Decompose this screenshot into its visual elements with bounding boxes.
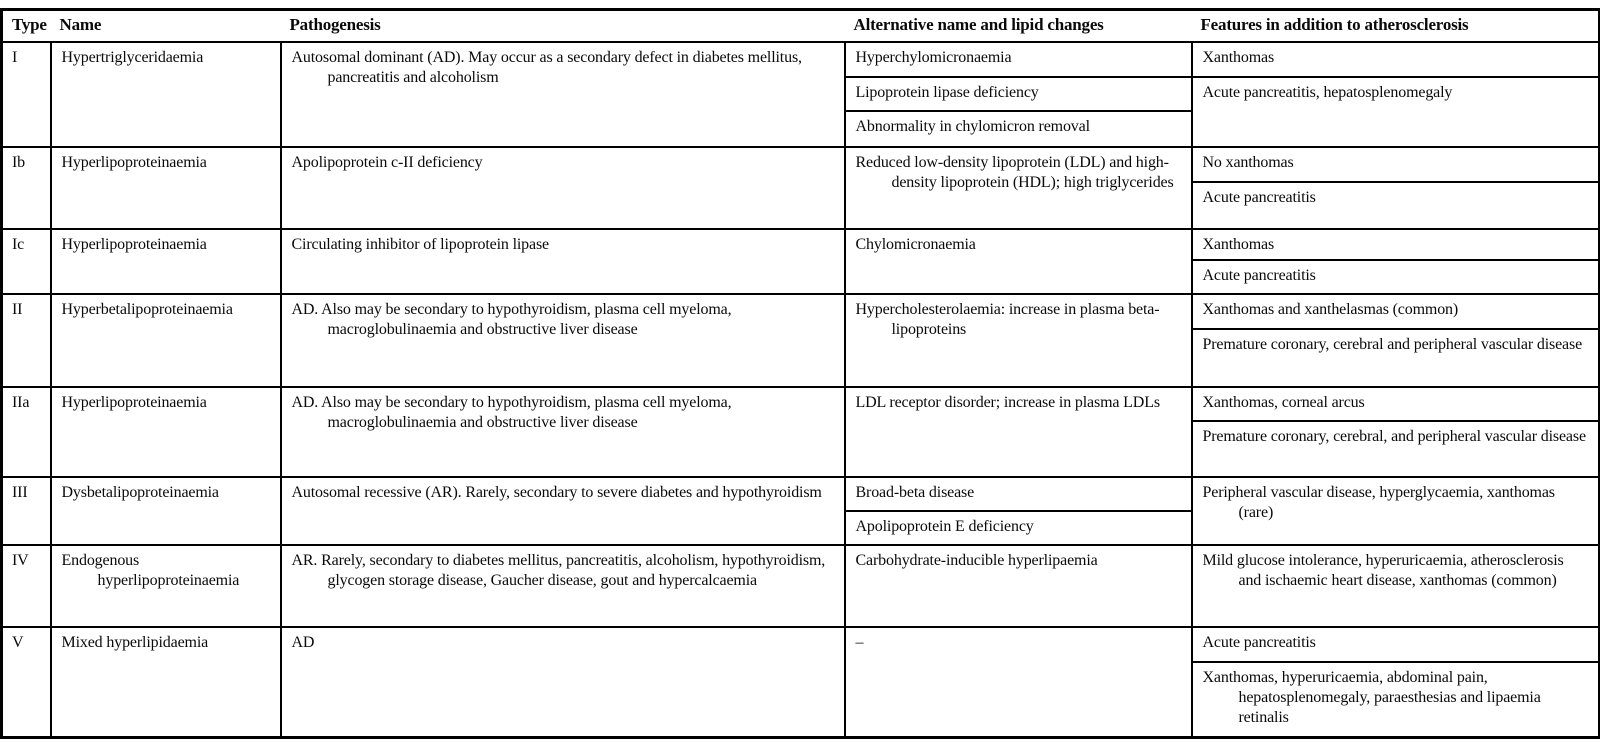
type-value: V [12, 634, 24, 651]
table-row [2, 42, 1600, 77]
alt-name-value: Carbohydrate-inducible hyperlipaemia [855, 552, 1098, 569]
feature-value: Premature coronary, cerebral and peripheral vascular disease [1202, 336, 1583, 353]
pathogenesis-cell [281, 42, 845, 147]
type-value: I [12, 49, 18, 66]
col-header-alternative: Alternative name and lipid changes [845, 10, 1192, 43]
table-row [2, 387, 1600, 421]
type-value: IV [12, 552, 29, 569]
name-value: Dysbetalipoproteinaemia [61, 484, 219, 501]
feature-cell [1192, 545, 1600, 627]
name-cell [51, 627, 281, 737]
alt-name-value: Hypercholesterolaemia: increase in plasma beta-lipoproteins [855, 301, 1160, 339]
pathogenesis-value: AR. Rarely, secondary to diabetes mellitus, pancreatitis, alcoholism, hypothyroidism, glycogen storage disease, Gaucher disease, gout and hypercalcaemia [291, 552, 826, 590]
feature-cell [1192, 229, 1600, 260]
feature-cell [1192, 662, 1600, 737]
table-row [2, 477, 1600, 511]
feature-cell [1192, 627, 1600, 662]
alt-name-cell [845, 545, 1192, 627]
feature-cell [1192, 42, 1600, 77]
name-value: Hyperlipoproteinaemia [61, 394, 207, 411]
table-row [2, 229, 1600, 260]
feature-value: Premature coronary, cerebral, and peripheral vascular disease [1202, 428, 1586, 445]
header-row [2, 10, 1600, 43]
pathogenesis-value: Autosomal dominant (AD). May occur as a secondary defect in diabetes mellitus, pancreatitis and alcoholism [291, 49, 802, 87]
feature-cell [1192, 182, 1600, 229]
pathogenesis-cell [281, 477, 845, 545]
col-header-name: Name [51, 10, 281, 43]
feature-value: Xanthomas, hyperuricaemia, abdominal pain, hepatosplenomegaly, paraesthesias and lipaemia retinalis [1202, 669, 1541, 727]
type-value: IIa [12, 394, 30, 411]
lipid-disorders-table [0, 8, 1600, 739]
alt-name-value: Reduced low-density lipoprotein (LDL) and high-density lipoprotein (HDL); high triglycerides [855, 154, 1174, 192]
pathogenesis-value: Circulating inhibitor of lipoprotein lipase [291, 236, 550, 253]
col-header-type: Type [2, 10, 51, 43]
type-cell [2, 627, 51, 737]
feature-cell [1192, 77, 1600, 147]
alt-name-value: Broad-beta disease [855, 484, 975, 501]
pathogenesis-cell [281, 387, 845, 477]
name-value: Endogenous hyperlipoproteinaemia [61, 552, 240, 590]
name-value: Hyperbetalipoproteinaemia [61, 301, 233, 318]
pathogenesis-cell [281, 627, 845, 737]
type-value: II [12, 301, 23, 318]
alt-name-cell [845, 111, 1192, 147]
alt-name-value: LDL receptor disorder; increase in plasma LDLs [855, 394, 1160, 411]
name-cell [51, 477, 281, 545]
name-value: Mixed hyperlipidaemia [61, 634, 209, 651]
feature-value: Peripheral vascular disease, hyperglycaemia, xanthomas (rare) [1202, 484, 1555, 522]
type-cell [2, 42, 51, 147]
feature-value: Xanthomas [1202, 49, 1275, 66]
feature-cell [1192, 387, 1600, 421]
alt-name-cell [845, 387, 1192, 477]
feature-value: Acute pancreatitis [1202, 189, 1316, 206]
pathogenesis-value: Apolipoprotein c-II deficiency [291, 154, 483, 171]
pathogenesis-cell [281, 229, 845, 294]
feature-value: Acute pancreatitis [1202, 267, 1316, 284]
alt-name-value: Chylomicronaemia [855, 236, 976, 253]
feature-value: No xanthomas [1202, 154, 1294, 171]
feature-cell [1192, 421, 1600, 477]
table-row [2, 147, 1600, 182]
name-value: Hyperlipoproteinaemia [61, 154, 207, 171]
feature-cell [1192, 329, 1600, 387]
feature-cell [1192, 260, 1600, 294]
type-cell [2, 147, 51, 229]
feature-cell [1192, 147, 1600, 182]
alt-name-cell [845, 477, 1192, 511]
name-cell [51, 387, 281, 477]
feature-cell [1192, 294, 1600, 329]
pathogenesis-cell [281, 147, 845, 229]
col-header-features: Features in addition to atherosclerosis [1192, 10, 1600, 43]
pathogenesis-value: AD [291, 634, 315, 651]
pathogenesis-cell [281, 294, 845, 387]
feature-value: Xanthomas and xanthelasmas (common) [1202, 301, 1459, 318]
name-cell [51, 42, 281, 147]
table-row [2, 627, 1600, 662]
type-value: Ib [12, 154, 26, 171]
alt-name-cell [845, 147, 1192, 229]
table-row [2, 545, 1600, 627]
alt-name-cell [845, 294, 1192, 387]
alt-name-value: Lipoprotein lipase deficiency [855, 84, 1039, 101]
alt-name-value: Apolipoprotein E deficiency [855, 518, 1034, 535]
alt-name-cell [845, 627, 1192, 737]
pathogenesis-value: AD. Also may be secondary to hypothyroidism, plasma cell myeloma, macroglobulinaemia and obstructive liver disease [291, 301, 732, 339]
feature-value: Mild glucose intolerance, hyperuricaemia, atherosclerosis and ischaemic heart disease, xanthomas (common) [1202, 552, 1564, 590]
type-cell [2, 294, 51, 387]
alt-name-value: – [855, 634, 864, 651]
type-value: III [12, 484, 28, 501]
alt-name-value: Abnormality in chylomicron removal [855, 118, 1090, 135]
type-value: Ic [12, 236, 25, 253]
feature-cell [1192, 477, 1600, 545]
feature-value: Xanthomas [1202, 236, 1275, 253]
alt-name-cell [845, 511, 1192, 545]
alt-name-value: Hyperchylomicronaemia [855, 49, 1012, 66]
alt-name-cell [845, 42, 1192, 77]
table-row [2, 294, 1600, 329]
pathogenesis-value: AD. Also may be secondary to hypothyroidism, plasma cell myeloma, macroglobulinaemia and obstructive liver disease [291, 394, 732, 432]
feature-value: Acute pancreatitis [1202, 634, 1316, 651]
type-cell [2, 387, 51, 477]
type-cell [2, 229, 51, 294]
pathogenesis-cell [281, 545, 845, 627]
feature-value: Xanthomas, corneal arcus [1202, 394, 1365, 411]
name-cell [51, 545, 281, 627]
name-value: Hypertriglyceridaemia [61, 49, 204, 66]
name-cell [51, 229, 281, 294]
alt-name-cell [845, 229, 1192, 294]
alt-name-cell [845, 77, 1192, 111]
col-header-pathogenesis: Pathogenesis [281, 10, 845, 43]
type-cell [2, 477, 51, 545]
pathogenesis-value: Autosomal recessive (AR). Rarely, secondary to severe diabetes and hypothyroidism [291, 484, 822, 501]
type-cell [2, 545, 51, 627]
name-value: Hyperlipoproteinaemia [61, 236, 207, 253]
name-cell [51, 147, 281, 229]
feature-value: Acute pancreatitis, hepatosplenomegaly [1202, 84, 1453, 101]
name-cell [51, 294, 281, 387]
